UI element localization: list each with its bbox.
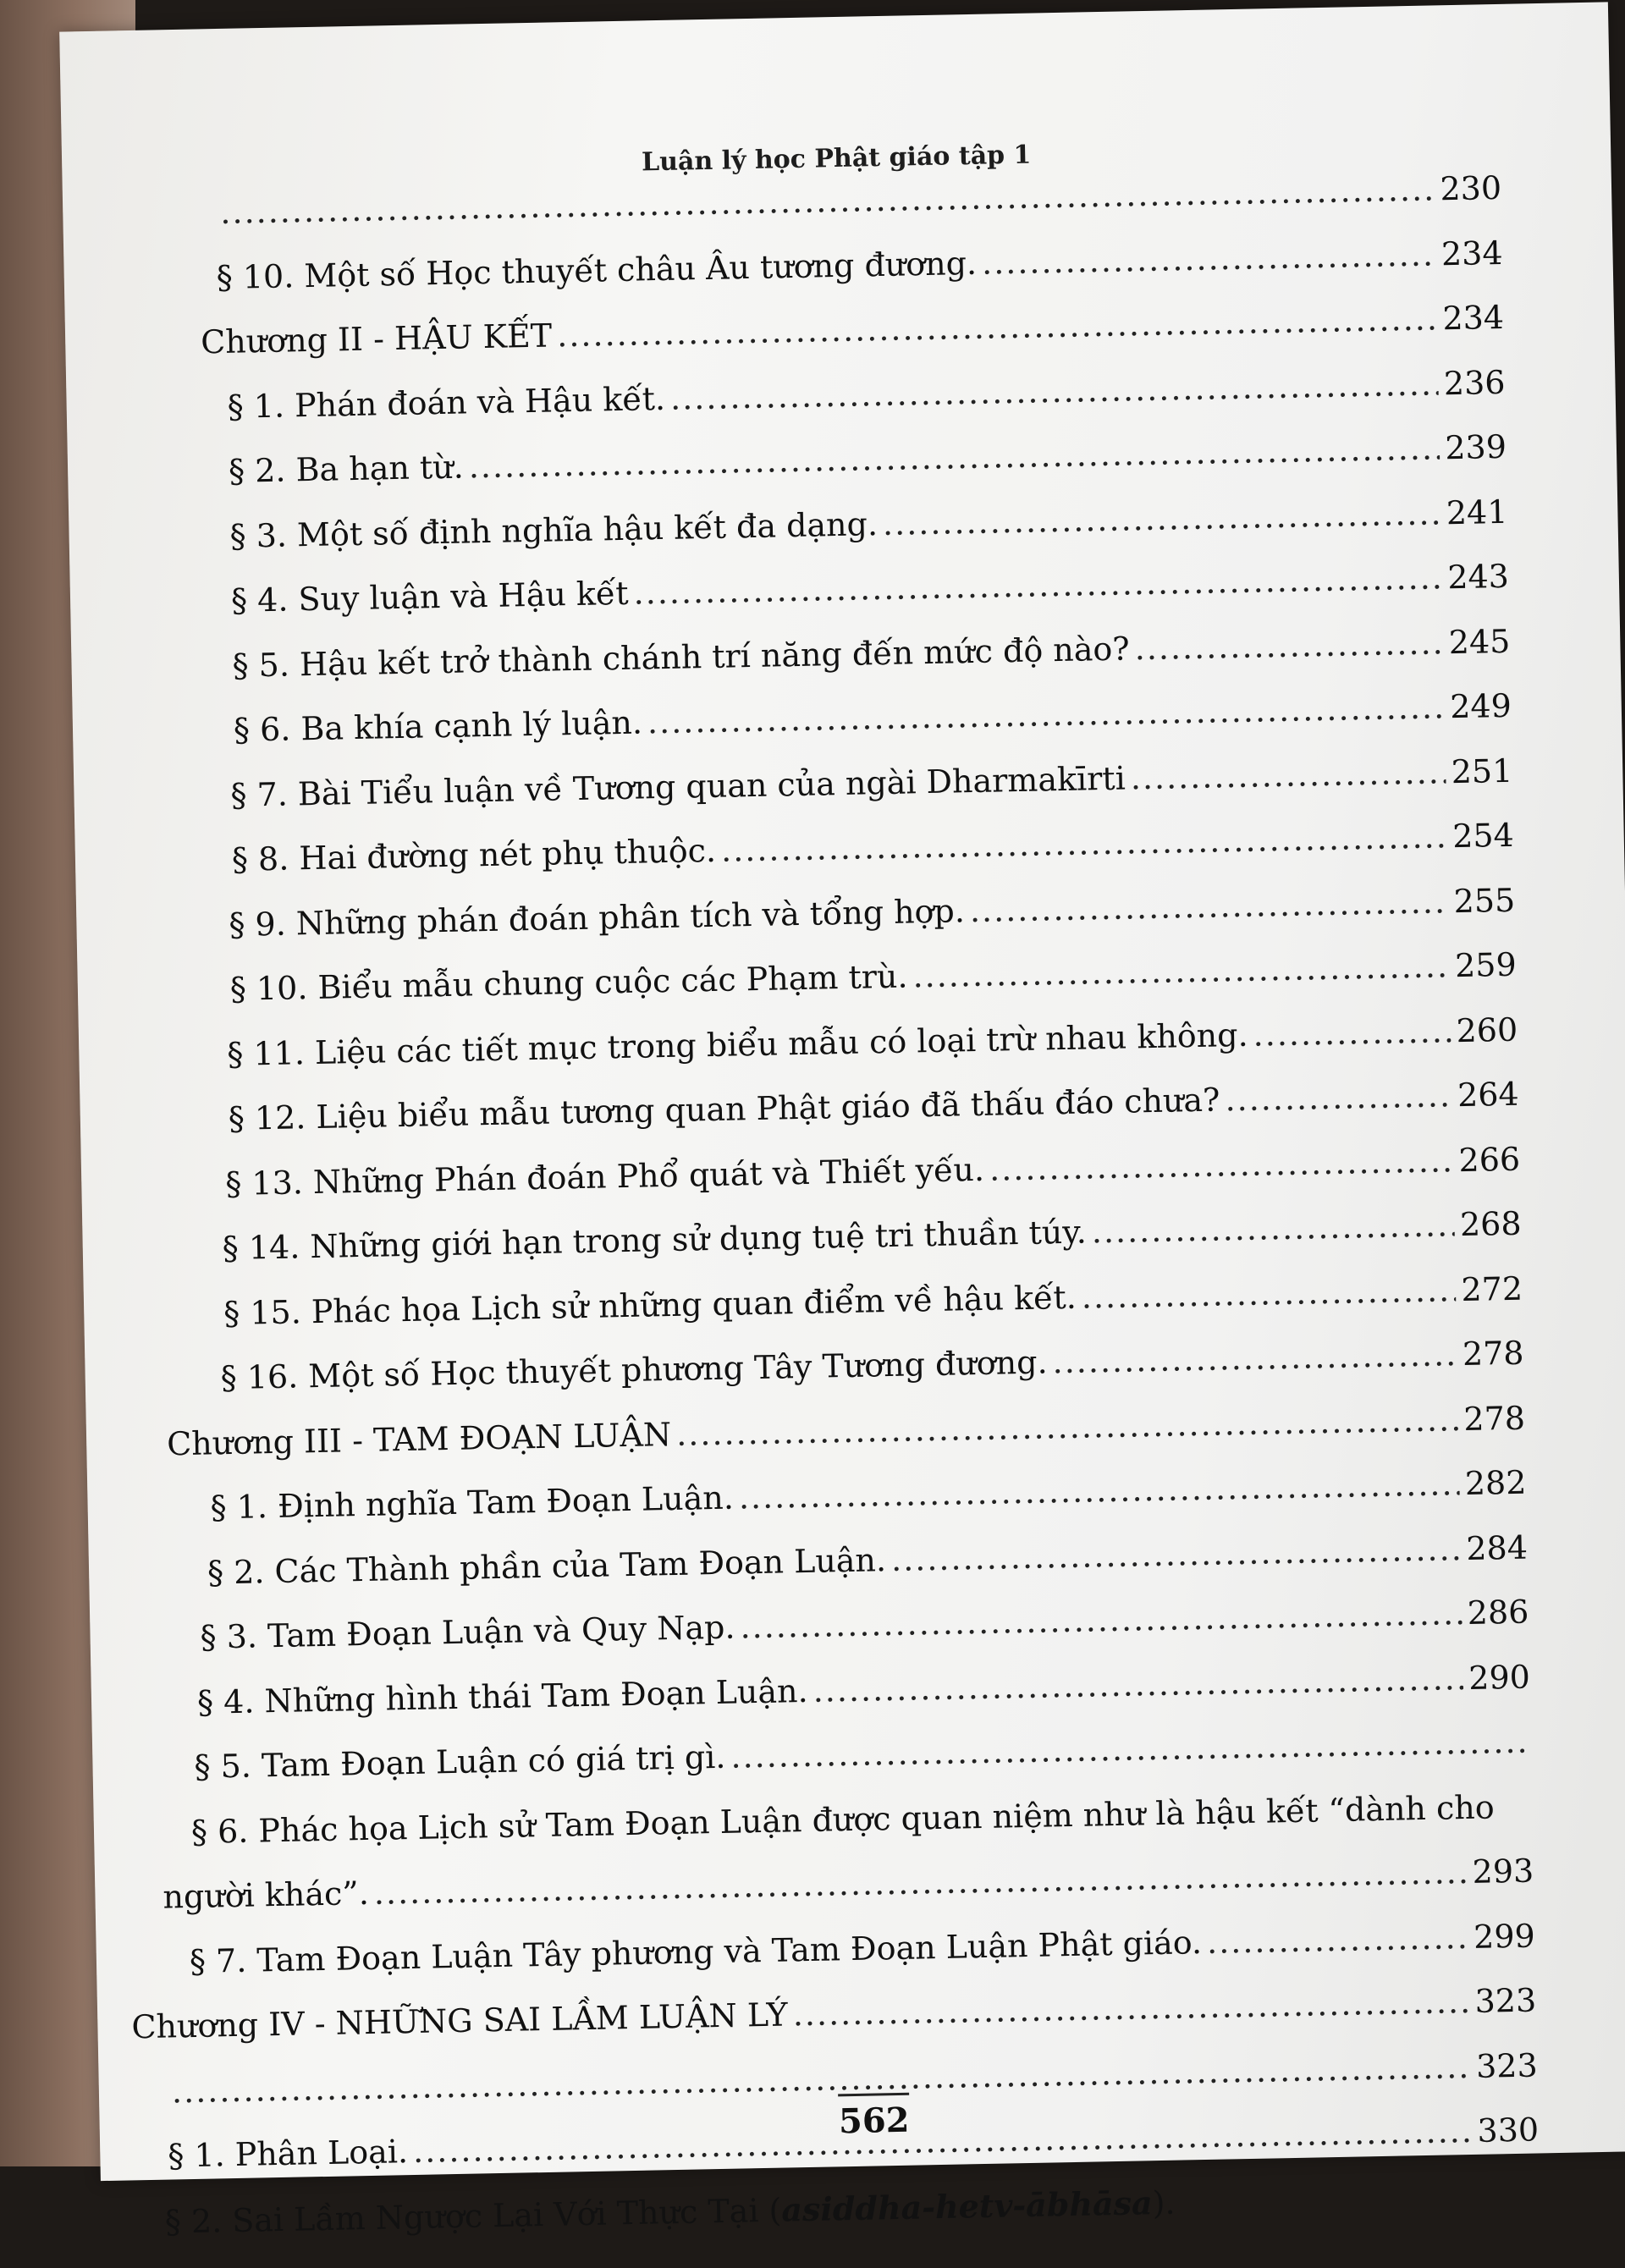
toc-page-number: 278 xyxy=(1462,1399,1526,1438)
toc-page-number: 272 xyxy=(1461,1269,1523,1308)
toc-page-number: 278 xyxy=(1462,1334,1524,1373)
toc-page-number: 299 xyxy=(1473,1917,1536,1956)
toc-entry-title: § 5. Tam Đoạn Luận có giá trị gì. xyxy=(194,1737,726,1786)
toc-page-number: 323 xyxy=(1474,1981,1537,2020)
book-page xyxy=(59,2,1625,2241)
toc-page-number: 264 xyxy=(1457,1075,1520,1115)
toc-page-number: 239 xyxy=(1444,427,1507,467)
toc-page-number: 254 xyxy=(1451,816,1515,856)
toc-page-number: 249 xyxy=(1449,686,1512,726)
toc-page-number: 251 xyxy=(1451,751,1513,790)
toc-entry-title: § 2. Các Thành phần của Tam Đoạn Luận. xyxy=(207,1540,887,1592)
dot-leader xyxy=(1081,1271,1457,1315)
toc-page-number: 241 xyxy=(1446,493,1508,531)
dot-leader xyxy=(1253,1012,1451,1053)
toc-entry-title: § 6. Phác họa Lịch sử Tam Đoạn Luận được quan niệm như là hậu kết “dành cho xyxy=(190,1787,1496,1851)
toc-page-number: 230 xyxy=(1440,168,1502,208)
toc-entry-title: § 8. Hai đường nét phụ thuộc. xyxy=(231,831,717,878)
toc-entry-title: § 10. Biểu mẫu chung cuộc các Phạm trù. xyxy=(229,957,908,1008)
toc-page-number: 290 xyxy=(1468,1658,1531,1697)
toc-page-number: 330 xyxy=(1477,2111,1540,2150)
toc-entry-title: § 9. Những phán đoán phân tích và tổng hợp. xyxy=(229,891,966,944)
toc-entry-title: § 12. Liệu biểu mẫu tương quan Phật giáo đã thấu đáo chưa? xyxy=(228,1081,1220,1137)
toc-page-number: 255 xyxy=(1453,881,1516,920)
toc-entry-title: § 16. Một số Học thuyết phương Tây Tương đương. xyxy=(220,1343,1048,1397)
dot-leader xyxy=(1130,753,1446,796)
toc-page-number: 236 xyxy=(1443,363,1506,402)
toc-entry-title: Chương II - HẬU KẾT xyxy=(200,317,553,361)
toc-entry-title: § 15. Phác họa Lịch sử những quan điểm về hậu kết. xyxy=(223,1278,1077,1332)
toc-page-number: 266 xyxy=(1458,1140,1521,1179)
toc-entry-title: § 7. Tam Đoạn Luận Tây phương và Tam Đoạn Luận Phật giáo. xyxy=(189,1923,1203,1980)
dot-leader xyxy=(1091,1206,1455,1250)
toc-page-number: 323 xyxy=(1475,2045,1539,2085)
toc-page-number: 245 xyxy=(1448,622,1511,661)
toc-entry-title: § 7. Bài Tiểu luận về Tương quan của ngài Dharmakīrti xyxy=(230,759,1126,814)
toc-entry-title: § 10. Một số Học thuyết châu Âu tương đương. xyxy=(216,244,978,296)
toc-entry-title: Chương IV - NHỮNG SAI LẦM LUẬN LÝ xyxy=(131,1996,789,2046)
dot-leader xyxy=(1207,1918,1469,1961)
dot-leader xyxy=(1134,624,1444,667)
toc-page-number: 293 xyxy=(1472,1852,1534,1891)
toc-page-number: 260 xyxy=(1456,1010,1518,1049)
toc-page-number: 268 xyxy=(1459,1204,1522,1244)
dot-leader xyxy=(1052,1335,1457,1380)
dot-leader xyxy=(982,235,1437,281)
toc-page-number: 286 xyxy=(1467,1593,1529,1632)
toc-entry-title: Chương III - TAM ĐOẠN LUẬN xyxy=(166,1415,672,1462)
toc-entry-title: § 3. Một số định nghĩa hậu kết đa dạng. xyxy=(229,504,879,555)
toc-entry-title: người khác”. xyxy=(162,1874,370,1916)
page-number: 562 xyxy=(838,2093,910,2142)
toc-entry-title: § 1. Phân Loại. xyxy=(167,2133,409,2175)
toc-page-number: 259 xyxy=(1454,945,1518,985)
toc-entry-title: § 1. Định nghĩa Tam Đoạn Luận. xyxy=(210,1478,735,1527)
toc-entry-title: § 2. Ba hạn từ. xyxy=(228,448,465,490)
toc-entry-title: § 1. Phán đoán và Hậu kết. xyxy=(227,379,666,426)
toc-entry-title: § 13. Những Phán đoán Phổ quát và Thiết yếu. xyxy=(224,1150,985,1203)
table-of-contents xyxy=(63,167,1625,2268)
toc-entry-title: § 11. Liệu các tiết mục trong biểu mẫu có loại trừ nhau không. xyxy=(226,1016,1248,1073)
toc-page-number: 234 xyxy=(1442,298,1505,338)
dot-leader xyxy=(989,1142,1454,1188)
dot-leader xyxy=(1225,1076,1452,1118)
toc-entry-title: § 4. Suy luận và Hậu kết xyxy=(230,574,629,619)
toc-page-number: 243 xyxy=(1446,557,1510,597)
toc-entry-title: § 6. Ba khía cạnh lý luận. xyxy=(233,703,643,749)
toc-entry-title: § 4. Những hình thái Tam Đoạn Luận. xyxy=(196,1671,809,1721)
toc-page-number: 282 xyxy=(1464,1463,1527,1502)
running-head: Luận lý học Phật giáo tập 1 xyxy=(641,140,1032,178)
toc-entry-title: § 2. Sai Lầm Ngược Lại Với Thực Tại (asiddha-hetv-ābhāsa). xyxy=(164,2183,1176,2241)
toc-page-number: 284 xyxy=(1465,1528,1529,1567)
dot-leader xyxy=(969,883,1449,929)
toc-entry-title: § 14. Những giới hạn trong sử dụng tuệ tri thuần túy. xyxy=(222,1213,1088,1268)
toc-entry-title: § 3. Tam Đoạn Luận và Quy Nạp. xyxy=(200,1608,735,1656)
toc-entry-title: § 5. Hậu kết trở thành chánh trí năng đến mức độ nào? xyxy=(232,629,1131,685)
toc-page-number: 234 xyxy=(1440,234,1503,272)
